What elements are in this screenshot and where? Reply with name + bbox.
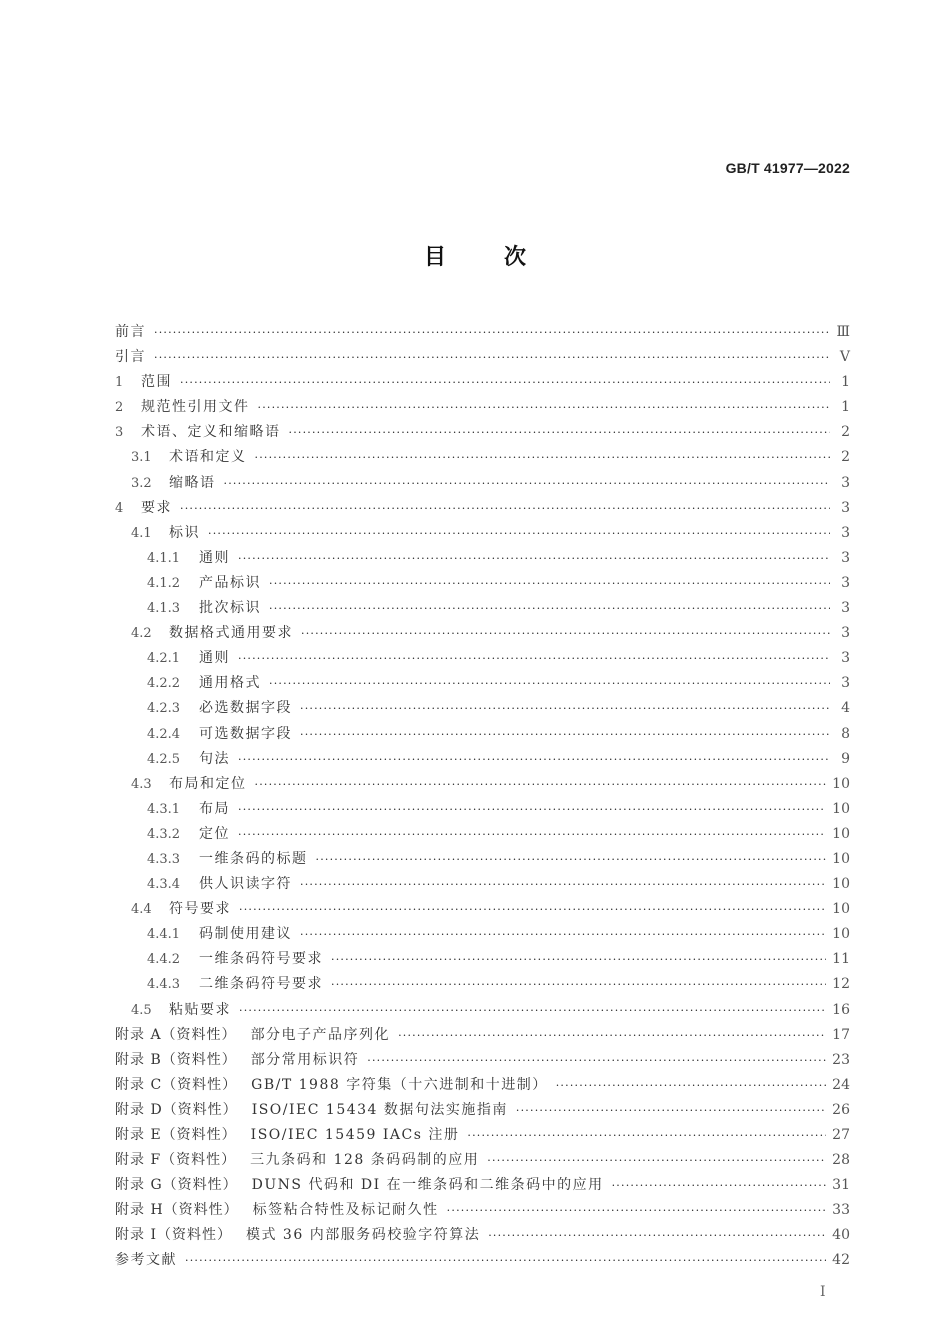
toc-entry[interactable] xyxy=(115,1023,850,1048)
toc-entry-page: 2 xyxy=(841,424,850,441)
toc-entry-number: 2 xyxy=(115,400,124,416)
toc-entry-number: 3 xyxy=(115,425,124,441)
page-title: 目次 xyxy=(423,245,584,270)
toc-entry-number: 4.3 xyxy=(131,776,152,792)
toc-entry-number: 4.1 xyxy=(131,525,152,541)
toc-entry-label: 术语和定义 xyxy=(169,449,247,466)
toc-entry[interactable] xyxy=(115,671,850,696)
toc-entry-number: 4.2.3 xyxy=(147,701,181,717)
toc-entry-label: 引言 xyxy=(115,349,146,366)
dot-leader xyxy=(224,471,831,496)
toc-entry-page: 2 xyxy=(841,449,850,466)
toc-entry-page: 3 xyxy=(841,499,850,516)
toc-entry-page: 8 xyxy=(841,725,850,742)
toc-entry-number: 4.3.2 xyxy=(147,826,181,842)
toc-entry-page: 3 xyxy=(841,549,850,566)
toc-entry[interactable] xyxy=(115,772,850,797)
toc-entry[interactable] xyxy=(115,1223,850,1248)
toc-entry-label: 二维条码符号要求 xyxy=(199,976,323,993)
toc-annex-prefix: 附录 A（资料性） xyxy=(115,1026,237,1043)
toc-entry[interactable] xyxy=(115,445,850,470)
toc-entry-label: 通则 xyxy=(199,650,230,667)
dot-leader xyxy=(516,1098,826,1123)
footer-page-number: I xyxy=(820,1284,826,1300)
toc-entry-number: 4.4 xyxy=(131,902,152,918)
toc-entry[interactable] xyxy=(115,521,850,546)
toc-entry[interactable] xyxy=(115,972,850,997)
toc-entry-page: 10 xyxy=(832,825,850,842)
dot-leader xyxy=(467,1123,826,1148)
toc-entry-page: 27 xyxy=(832,1127,850,1143)
toc-entry[interactable] xyxy=(115,420,850,445)
toc-entry-number: 1 xyxy=(115,375,124,391)
dot-leader xyxy=(180,496,830,521)
toc-entry-number: 4.1.1 xyxy=(147,550,181,566)
dot-leader xyxy=(300,922,826,947)
toc-entry-label: GB/T 1988 字符集（十六进制和十进制） xyxy=(251,1076,548,1093)
toc-entry-label: 通用格式 xyxy=(199,675,261,692)
toc-annex-prefix: 附录 H（资料性） xyxy=(115,1202,239,1219)
toc-entry[interactable] xyxy=(115,1248,850,1273)
toc-entry-page: 31 xyxy=(832,1177,850,1194)
dot-leader xyxy=(239,897,826,922)
dot-leader xyxy=(300,696,830,721)
toc-entry[interactable] xyxy=(115,1048,850,1073)
dot-leader xyxy=(447,1198,827,1223)
toc-entry-page: 3 xyxy=(841,474,850,491)
dot-leader xyxy=(255,445,831,470)
toc-entry-label: 数据格式通用要求 xyxy=(169,625,293,642)
toc-entry-number: 4.4.3 xyxy=(147,977,181,993)
toc-entry-page: 3 xyxy=(841,600,850,617)
toc-entry-page: 4 xyxy=(841,700,850,717)
toc-annex-prefix: 附录 C（资料性） xyxy=(115,1076,238,1093)
toc-entry-page: 1 xyxy=(841,399,850,416)
dot-leader xyxy=(239,998,826,1023)
toc-annex-prefix: 附录 E（资料性） xyxy=(115,1127,237,1143)
toc-entry-number: 4.4.1 xyxy=(147,927,181,943)
dot-leader xyxy=(180,370,830,395)
dot-leader xyxy=(269,671,830,696)
toc-entry-page: 33 xyxy=(832,1202,850,1219)
toc-entry[interactable] xyxy=(115,1198,850,1223)
toc-entry-number: 3.2 xyxy=(131,475,152,491)
toc-entry-label: DUNS 代码和 DI 在一维条码和二维条码中的应用 xyxy=(251,1177,604,1194)
toc-entry-page: 3 xyxy=(841,675,850,692)
toc-entry-page: 3 xyxy=(841,625,850,642)
toc-entry-label: 批次标识 xyxy=(199,600,261,617)
toc-entry-page: 9 xyxy=(841,750,850,767)
dot-leader xyxy=(154,320,830,345)
toc-entry-page: 10 xyxy=(832,876,850,893)
toc-entry-page: 3 xyxy=(841,650,850,667)
toc-entry-page: 17 xyxy=(832,1026,850,1043)
toc-entry-label: 码制使用建议 xyxy=(199,926,292,943)
dot-leader xyxy=(301,621,830,646)
toc-entry-label: 前言 xyxy=(115,324,146,340)
toc-entry-label: 模式 36 内部服务码校验字符算法 xyxy=(245,1227,481,1244)
toc-entry-page: 1 xyxy=(841,374,850,391)
toc-entry-number: 4.2 xyxy=(131,626,152,642)
toc-entry-number: 4.5 xyxy=(131,1002,152,1018)
toc-entry-number: 4.2.1 xyxy=(147,651,181,667)
dot-leader xyxy=(487,1148,826,1173)
toc-entry[interactable] xyxy=(115,947,850,972)
toc-annex-prefix: 附录 I（资料性） xyxy=(115,1227,232,1244)
toc-entry[interactable] xyxy=(115,546,850,571)
toc-entry[interactable] xyxy=(115,747,850,772)
toc-entry-label: 范围 xyxy=(141,374,172,391)
toc-entry-label: 标签粘合特性及标记耐久性 xyxy=(252,1202,439,1219)
toc-entry[interactable] xyxy=(115,621,850,646)
toc-entry-page: Ⅴ xyxy=(839,349,850,366)
toc-entry[interactable] xyxy=(115,1123,850,1148)
toc-entry-page: 24 xyxy=(832,1076,850,1093)
dot-leader xyxy=(238,646,830,671)
dot-leader xyxy=(255,772,827,797)
toc-entry[interactable] xyxy=(115,897,850,922)
toc-entry-label: 通则 xyxy=(199,549,230,566)
toc-entry-page: 12 xyxy=(832,976,850,993)
dot-leader xyxy=(208,521,830,546)
toc-entry[interactable] xyxy=(115,320,850,345)
toc-entry-number: 4.1.3 xyxy=(147,601,181,617)
dot-leader xyxy=(331,947,826,972)
toc-entry[interactable] xyxy=(115,646,850,671)
table-of-contents xyxy=(115,320,850,1274)
dot-leader xyxy=(238,747,830,772)
toc-entry[interactable] xyxy=(115,722,850,747)
dot-leader xyxy=(258,395,831,420)
toc-entry-label: 粘贴要求 xyxy=(169,1001,231,1018)
toc-entry-page: 3 xyxy=(841,524,850,541)
toc-entry-page: 10 xyxy=(832,901,850,918)
toc-entry-label: 必选数据字段 xyxy=(199,700,292,717)
dot-leader xyxy=(289,420,831,445)
dot-leader xyxy=(185,1248,826,1273)
toc-entry-number: 4.2.4 xyxy=(147,726,181,742)
dot-leader xyxy=(238,546,830,571)
toc-entry[interactable] xyxy=(115,797,850,822)
dot-leader xyxy=(269,596,830,621)
toc-entry-page: 26 xyxy=(832,1101,850,1118)
toc-entry-label: 布局 xyxy=(199,800,230,817)
toc-entry-label: 术语、定义和缩略语 xyxy=(141,424,281,441)
toc-entry-page: 40 xyxy=(832,1227,850,1244)
toc-entry[interactable] xyxy=(115,571,850,596)
toc-entry-label: 三九条码和 128 条码码制的应用 xyxy=(250,1152,480,1169)
toc-entry-page: 23 xyxy=(832,1051,850,1068)
dot-leader xyxy=(612,1173,827,1198)
dot-leader xyxy=(300,872,826,897)
toc-entry-page: 28 xyxy=(832,1152,850,1169)
toc-entry[interactable] xyxy=(115,395,850,420)
dot-leader xyxy=(556,1073,826,1098)
toc-entry-label: 缩略语 xyxy=(169,474,216,491)
toc-entry-label: 布局和定位 xyxy=(169,775,247,792)
toc-annex-prefix: 附录 F（资料性） xyxy=(115,1152,237,1169)
toc-entry-number: 4.3.1 xyxy=(147,801,181,817)
toc-entry-number: 4 xyxy=(115,500,124,516)
toc-entry-label: 供人识读字符 xyxy=(199,876,292,893)
toc-entry-label: 规范性引用文件 xyxy=(141,399,250,416)
toc-entry-page: 11 xyxy=(832,951,850,968)
toc-entry-number: 3.1 xyxy=(131,450,152,466)
toc-entry-label: 可选数据字段 xyxy=(199,725,292,742)
toc-annex-prefix: 附录 G（资料性） xyxy=(115,1177,238,1194)
toc-entry-label: 产品标识 xyxy=(199,574,261,591)
toc-entry-page: 16 xyxy=(832,1001,850,1018)
dot-leader xyxy=(488,1223,826,1248)
dot-leader xyxy=(367,1048,826,1073)
toc-entry-page: 10 xyxy=(832,800,850,817)
toc-annex-prefix: 附录 B（资料性） xyxy=(115,1051,237,1068)
toc-entry[interactable] xyxy=(115,847,850,872)
toc-entry[interactable] xyxy=(115,345,850,370)
toc-entry[interactable] xyxy=(115,1098,850,1123)
toc-entry-page: 10 xyxy=(832,926,850,943)
dot-leader xyxy=(238,797,826,822)
toc-entry[interactable] xyxy=(115,471,850,496)
toc-entry-label: 部分常用标识符 xyxy=(250,1051,360,1068)
toc-entry-label: 一维条码的标题 xyxy=(199,850,308,867)
toc-entry-page: 10 xyxy=(832,850,850,867)
toc-annex-prefix: 附录 D（资料性） xyxy=(115,1101,238,1118)
toc-entry-page: 42 xyxy=(832,1252,850,1269)
toc-entry-label: 标识 xyxy=(169,524,200,541)
toc-entry[interactable] xyxy=(115,998,850,1023)
toc-entry[interactable] xyxy=(115,596,850,621)
dot-leader xyxy=(398,1023,826,1048)
toc-entry-label: 句法 xyxy=(199,750,230,767)
dot-leader xyxy=(331,972,826,997)
toc-entry[interactable] xyxy=(115,922,850,947)
toc-entry-label: 参考文献 xyxy=(115,1252,177,1269)
toc-entry[interactable] xyxy=(115,822,850,847)
toc-entry-label: 符号要求 xyxy=(169,901,231,918)
toc-entry-label: 要求 xyxy=(141,499,172,516)
toc-entry-label: 定位 xyxy=(199,825,230,842)
toc-entry[interactable] xyxy=(115,696,850,721)
dot-leader xyxy=(238,822,826,847)
toc-entry-label: 一维条码符号要求 xyxy=(199,951,323,968)
toc-entry-number: 4.2.2 xyxy=(147,676,181,692)
toc-entry[interactable] xyxy=(115,370,850,395)
toc-entry-number: 4.2.5 xyxy=(147,751,181,767)
toc-entry[interactable] xyxy=(115,1073,850,1098)
toc-entry-label: 部分电子产品序列化 xyxy=(250,1026,391,1043)
toc-entry-page: 3 xyxy=(841,574,850,591)
toc-entry-number: 4.1.2 xyxy=(147,575,181,591)
dot-leader xyxy=(269,571,830,596)
toc-entry-number: 4.3.4 xyxy=(147,877,181,893)
toc-entry-number: 4.4.2 xyxy=(147,952,181,968)
toc-entry-page: 10 xyxy=(832,775,850,792)
toc-entry-label: ISO/IEC 15459 IACs 注册 xyxy=(250,1127,460,1143)
toc-entry[interactable] xyxy=(115,872,850,897)
toc-entry[interactable] xyxy=(115,1173,850,1198)
toc-entry[interactable] xyxy=(115,1148,850,1173)
dot-leader xyxy=(154,345,830,370)
toc-entry[interactable] xyxy=(115,496,850,521)
standard-code: GB/T 41977—2022 xyxy=(725,160,850,176)
toc-entry-number: 4.3.3 xyxy=(147,851,181,867)
dot-leader xyxy=(300,722,830,747)
toc-entry-label: ISO/IEC 15434 数据句法实施指南 xyxy=(251,1101,508,1118)
toc-entry-page: Ⅲ xyxy=(836,324,850,340)
dot-leader xyxy=(316,847,827,872)
